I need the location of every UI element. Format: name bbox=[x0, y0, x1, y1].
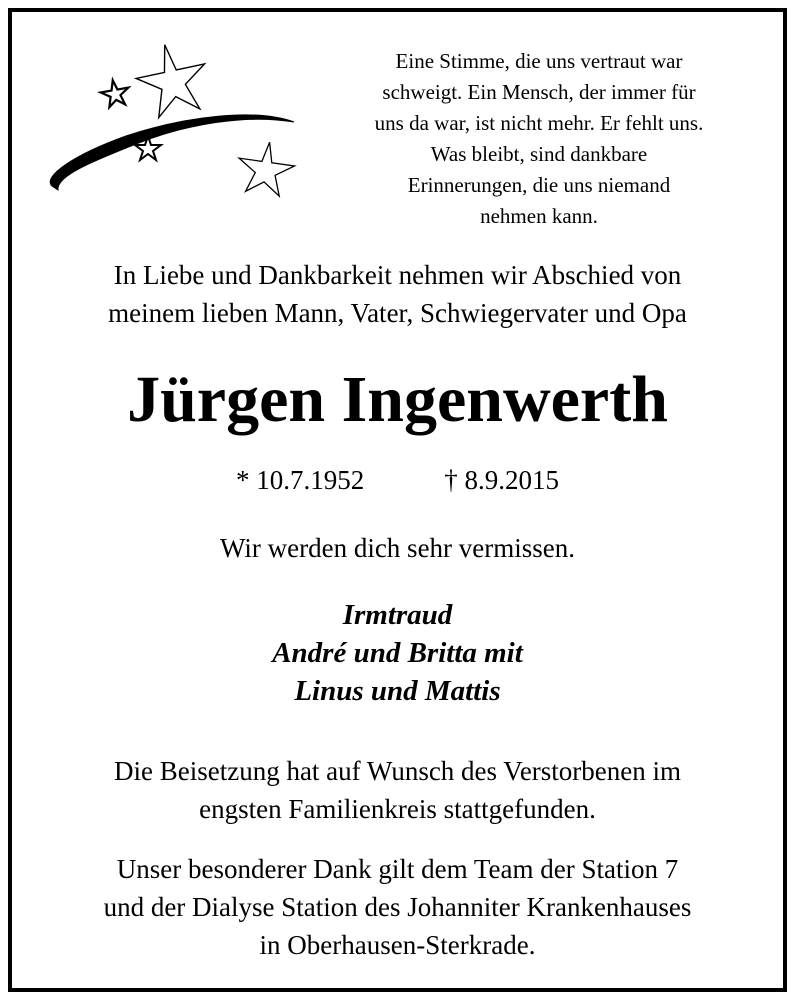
poem-line: uns da war, ist nicht mehr. Er fehlt uns. bbox=[374, 111, 704, 135]
poem-line: Eine Stimme, die uns vertraut war bbox=[395, 49, 683, 73]
deceased-name: Jürgen Ingenwerth bbox=[127, 363, 668, 436]
star-icon bbox=[130, 37, 213, 120]
thanks-note bbox=[20, 850, 775, 964]
shooting-stars-ornament bbox=[36, 36, 316, 216]
intro-text bbox=[20, 256, 775, 332]
life-dates bbox=[0, 462, 795, 498]
birth-date: * 10.7.1952 bbox=[236, 465, 365, 495]
burial-note bbox=[20, 752, 775, 828]
thanks-line: in Oberhausen-Sterkrade. bbox=[259, 930, 536, 960]
poem-line: Erinnerungen, die uns niemand bbox=[407, 173, 671, 197]
mourners-list bbox=[0, 596, 795, 710]
poem-line: nehmen kann. bbox=[480, 204, 598, 228]
poem-line: schweigt. Ein Mensch, der immer für bbox=[382, 80, 696, 104]
swoosh-icon bbox=[50, 115, 294, 190]
star-icon bbox=[99, 78, 131, 108]
burial-line: engsten Familienkreis stattgefunden. bbox=[199, 794, 596, 824]
thanks-line: Unser besonderer Dank gilt dem Team der Station 7 bbox=[116, 854, 679, 884]
death-date: † 8.9.2015 bbox=[444, 465, 559, 495]
burial-line: Die Beisetzung hat auf Wunsch des Verstorbenen im bbox=[113, 756, 682, 786]
mourner-line: Irmtraud bbox=[342, 599, 453, 631]
mourner-line: Linus und Mattis bbox=[294, 675, 501, 707]
mourner-line: André und Britta mit bbox=[272, 637, 523, 669]
intro-line: meinem lieben Mann, Vater, Schwiegervater und Opa bbox=[108, 298, 687, 328]
poem-line: Was bleibt, sind dankbare bbox=[430, 142, 648, 166]
star-icon bbox=[235, 138, 298, 197]
poem-text bbox=[322, 46, 756, 232]
thanks-line: und der Dialyse Station des Johanniter Krankenhauses bbox=[103, 892, 692, 922]
farewell-text: Wir werden dich sehr vermissen. bbox=[219, 533, 576, 563]
intro-line: In Liebe und Dankbarkeit nehmen wir Abschied von bbox=[113, 260, 682, 290]
